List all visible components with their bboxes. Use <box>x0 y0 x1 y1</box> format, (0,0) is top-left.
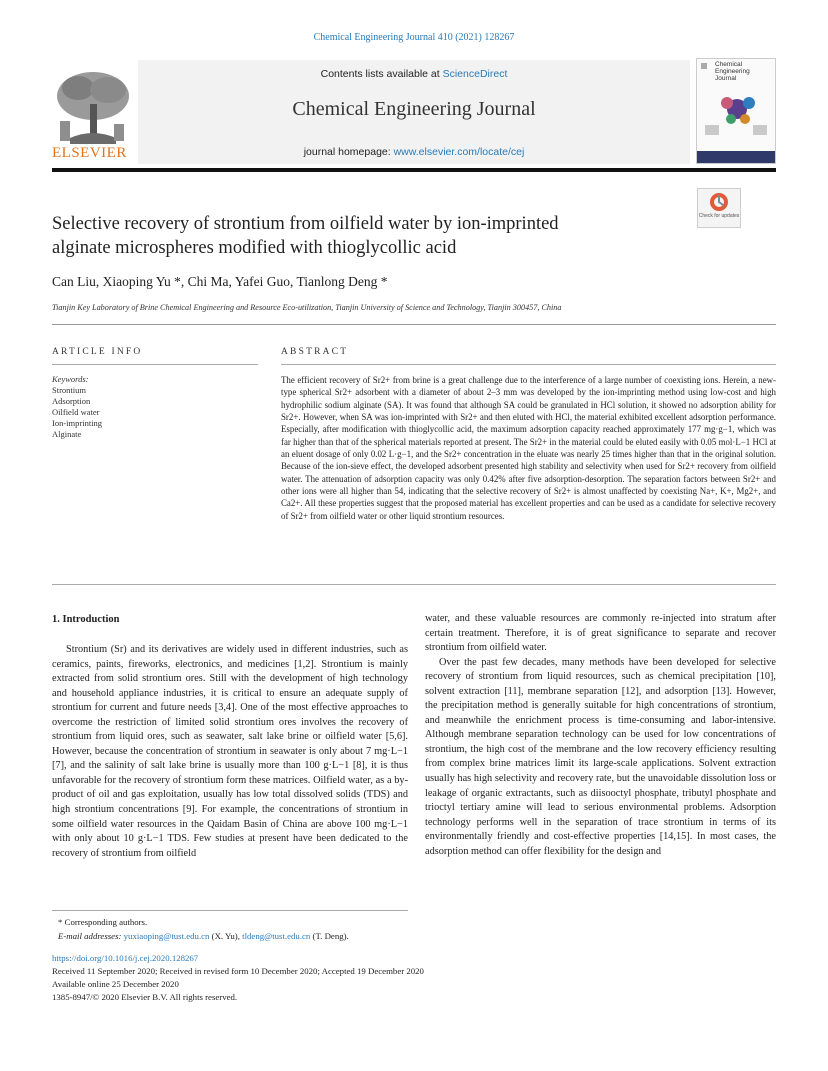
keyword-item: Oilfield water <box>52 407 100 417</box>
contents-prefix: Contents lists available at <box>320 68 443 80</box>
doi-link[interactable]: https://doi.org/10.1016/j.cej.2020.128267 <box>52 953 199 963</box>
email-label: E-mail addresses: <box>58 931 124 941</box>
paper-title-line-2: alginate microspheres modified with thioglycollic acid <box>52 238 457 258</box>
email-name-yu: (X. Yu), <box>209 931 243 941</box>
journal-title: Chemical Engineering Journal <box>292 98 536 120</box>
received-dates: Received 11 September 2020; Received in revised form 10 December 2020; Accepted 19 December 2020 <box>52 966 424 976</box>
check-updates-icon <box>698 189 740 215</box>
author-list: Can Liu, Xiaoping Yu *, Chi Ma, Yafei Guo, Tianlong Deng * <box>52 274 388 289</box>
article-info-heading: ARTICLE INFO <box>52 347 143 357</box>
footnote <box>58 915 349 943</box>
body-column-right <box>425 612 776 859</box>
copyright: 1385-8947/© 2020 Elsevier B.V. All rights reserved. <box>52 992 238 1002</box>
paper-title <box>52 212 672 260</box>
introduction-heading: 1. Introduction <box>52 614 120 625</box>
email-name-deng: (T. Deng). <box>310 931 349 941</box>
keyword-item: Strontium <box>52 385 87 395</box>
cover-title-1: Chemical <box>715 61 743 68</box>
check-for-updates-button[interactable] <box>697 188 741 228</box>
journal-citation[interactable]: Chemical Engineering Journal 410 (2021) 128267 <box>313 32 515 43</box>
abstract-heading: ABSTRACT <box>281 347 349 357</box>
abstract-body: The efficient recovery of Sr2+ from brine is a great challenge due to the interference of a large number of coexisting ions. Herein, a new-type spherical Sr2+ adsorbent with a diameter of about 2–3 mm was developed by the ion-imprinting method using low-cost and high hydrophilic sodium alginate (SA). It was found that although SA could be granulated in HCl solution, it showed no adsorption ability for Sr2+. However, when SA was ion-imprinted with Sr2+ and then eluted with HCl, the material exhibited excellent adsorption performance. Especially, after modification with thioglycollic acid, the maximum adsorption capacity reached approximately 177 mg·g−1, which was far higher than that of the spherical materials reported at present. The Sr2+ in the material could be eluted easily with 0.05 mol·L−1 HCl at an eluent dosage of only 0.02 L·g−1, and the Sr2+ concentration in the eluate was nearly 25 times higher than that in the original solution. Because of the ion-sieve effect, the developed adsorbent presented high stability and selectivity when used for Sr2+ recovery from oilfield water. The attenuation of adsorption capacity was only 0.42% after five adsorption-desorption. The separation factors between Sr2+ and other ions were all higher than 54, indicating that the selective recovery of Sr2+ is almost unaffected by coexisting Na+, K+, Mg2+, and Ca2+. All these properties suggest that the proposed material has excellent properties and can be used as a candidate for selective recovery of Sr2+ from oilfield water or other liquid strontium resources. <box>281 375 776 521</box>
intro-paragraph-2: Over the past few decades, many methods have been developed for selective recovery of strontium from liquid resources, such as chemical precipitation [10], solvent extraction [11], membrane separation [12], and adsorption [13]. However, the precipitation method is generally suitable for high concentrations of strontium, and meanwhile the enrichment process is time-consuming and labor-intensive. Although membrane separation technology can be used for low concentrations of strontium, the high cost of the membrane and the low recovery efficiency resulting from complex brine matrices limit its large-scale applications. Solvent extraction usually has high selectivity and recovery rate, but the unavoidable dissolution loss or leakage of organic extractants, such as diisooctyl phosphate, tributyl phosphate and trioctyl tertiary amine will lead to serious environmental problems. Adsorption technology performs well in the separation of trace strontium in terms of its environmentally friendly and cost-effective properties [14,15]. In most cases, the adsorption method can offer flexibility for the design and <box>425 656 776 857</box>
header-rule <box>52 168 776 172</box>
section-rule <box>52 324 776 325</box>
publication-info <box>52 952 424 1004</box>
abstract-bottom-rule <box>52 584 776 585</box>
intro-paragraph-continued: water, and these valuable resources are commonly re-injected into stratum after certain treatment. Therefore, it is of great significance to separate and recover strontium from oilfield water. <box>425 613 776 654</box>
body-column-left <box>52 643 408 861</box>
cover-journal-name <box>715 62 750 82</box>
article-info-rule <box>52 364 258 365</box>
corresponding-authors-note: * Corresponding authors. <box>58 917 148 927</box>
homepage-line <box>138 146 690 158</box>
email-addresses <box>58 929 349 943</box>
contents-line <box>138 68 690 80</box>
abstract-rule <box>281 364 776 365</box>
cover-title-2: Engineering <box>715 67 750 75</box>
keyword-item: Adsorption <box>52 396 91 406</box>
email-link-yu[interactable]: yuxiaoping@tust.edu.cn <box>123 931 210 941</box>
intro-paragraph-1: Strontium (Sr) and its derivatives are widely used in different industries, such as ceramics, paints, fireworks, electronics, and medicines [1,2]. Strontium is mainly extracted from solid strontium ores. Still with the development of high technology and household appliance industries, it is critical to ensure an adequate supply of strontium for current and future needs [3,4]. One of the most effective approaches to overcome the restriction of limited solid strontium ores involves the recovery of strontium from liquid ores, such as seawater, salt lake brine or oilfield water [5,6]. However, because the concentration of strontium in seawater is only about 7 mg·L−1 [7], and the salinity of salt lake brine is usually more than 100 g·L−1 [8], it is thus unfavorable for the recovery of strontium form these matrices. Oilfield water, as a by-product of oil and gas exploitation, usually has low total dissolved solids (TDS) and high strontium concentrations [9]. For example, the concentrations of strontium in some oilfield water resources in the Qaidam Basin of China are above 100 mg·L−1 with only about 10 g·L−1 TDS. Few studies at present have been dedicated to the recovery of strontium from oilfield <box>52 644 408 859</box>
keywords-label: Keywords: <box>52 374 89 384</box>
keyword-item: Alginate <box>52 429 82 439</box>
keyword-item: Ion-imprinting <box>52 418 103 428</box>
check-updates-label: Check for updates <box>698 213 740 219</box>
email-link-deng[interactable]: tldeng@tust.edu.cn <box>242 931 311 941</box>
elsevier-wordmark: ELSEVIER <box>52 145 127 161</box>
sciencedirect-link[interactable]: ScienceDirect <box>442 68 508 80</box>
keywords-list <box>52 374 102 440</box>
cover-title-3: Journal <box>715 74 737 82</box>
online-date: Available online 25 December 2020 <box>52 979 179 989</box>
homepage-link[interactable]: www.elsevier.com/locate/cej <box>393 146 525 158</box>
homepage-prefix: journal homepage: <box>303 146 394 158</box>
paper-title-line-1: Selective recovery of strontium from oilfield water by ion-imprinted <box>52 214 559 234</box>
affiliation: Tianjin Key Laboratory of Brine Chemical Engineering and Resource Eco-utilization, Tianjin University of Science and Technology, Tianjin 300457, China <box>52 303 562 312</box>
footnote-rule <box>52 910 408 911</box>
